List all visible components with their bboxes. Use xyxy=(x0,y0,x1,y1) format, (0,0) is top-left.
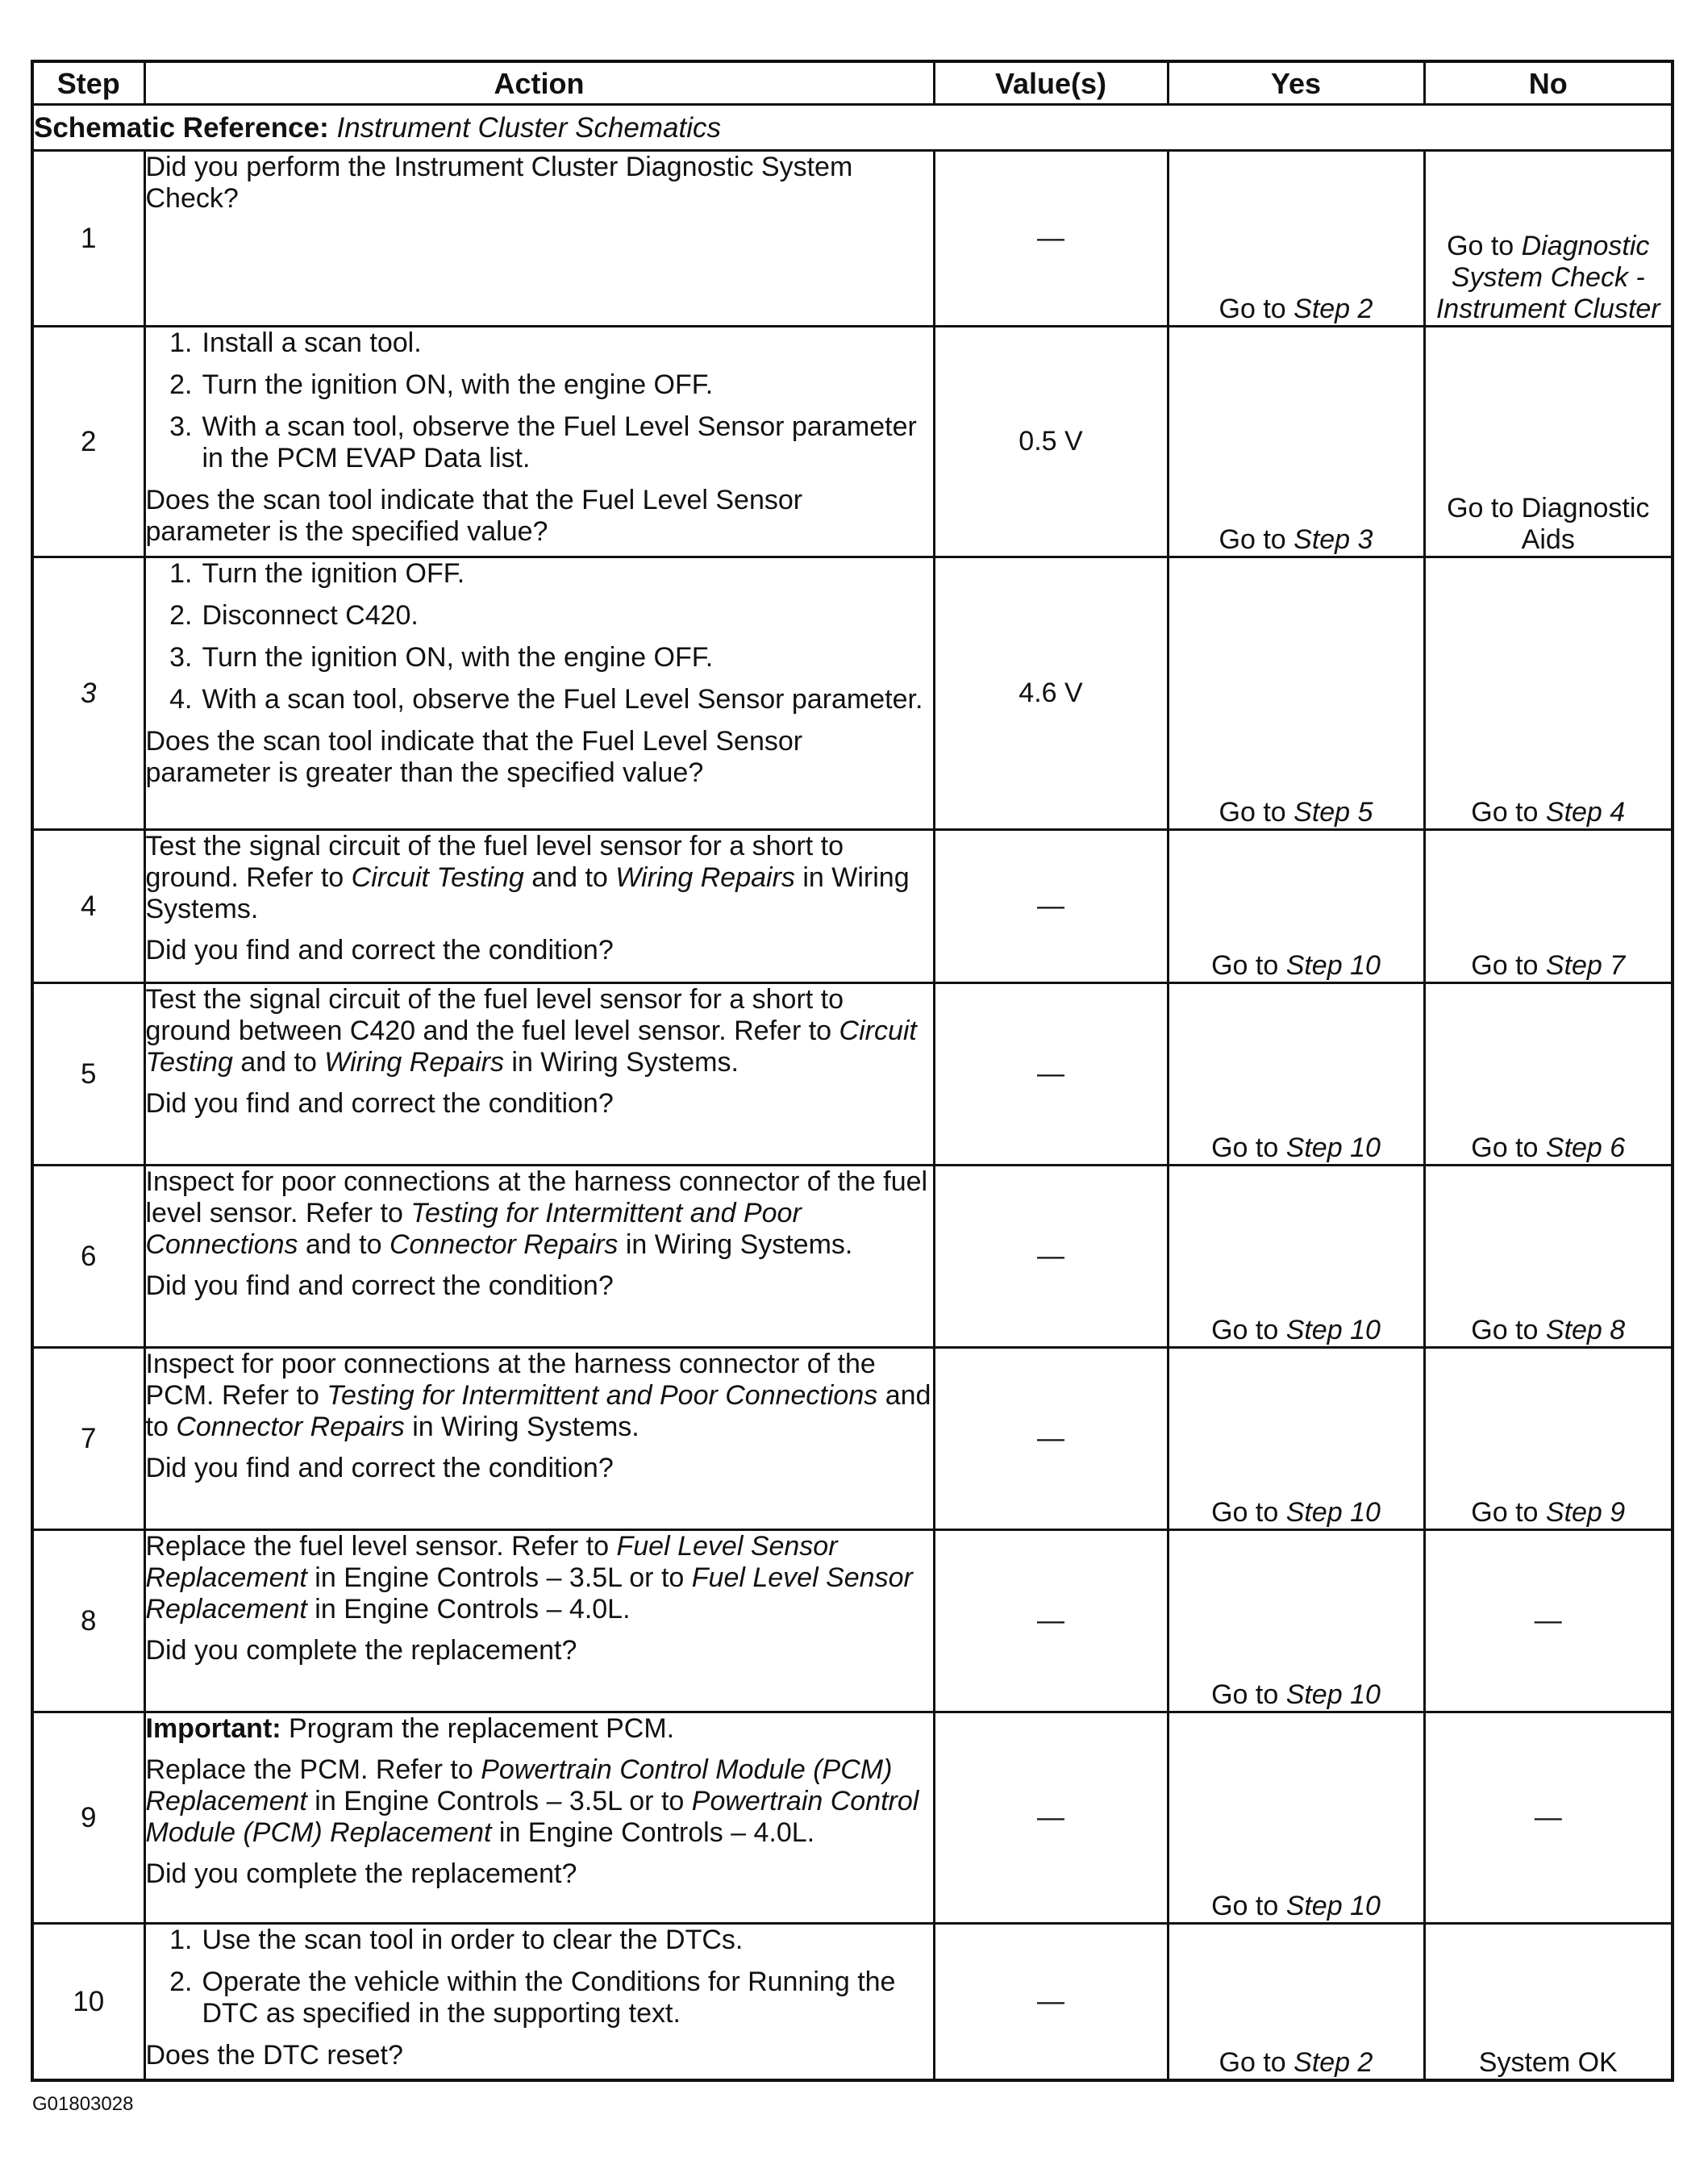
reference-link: Wiring Repairs xyxy=(324,1047,504,1078)
list-item: 1. Install a scan tool. xyxy=(169,327,422,358)
yes-step-ref: Step 5 xyxy=(1293,797,1373,828)
action-question: Did you complete the replacement? xyxy=(145,1635,577,1666)
yes-cell xyxy=(1168,1530,1424,1712)
list-item: 3. With a scan tool, observe the Fuel Level Sensor parameter in the PCM EVAP Data list. xyxy=(169,411,917,473)
action-cell xyxy=(144,151,934,327)
no-step-ref: Diagnostic System Check - Instrument Cluster xyxy=(1435,231,1660,324)
value-cell: — xyxy=(934,1712,1168,1924)
action-text: Test the signal circuit of the fuel level sensor for a short to ground between C420 and the fuel level sensor. Refer to Circuit Testing and to Wiring Repairs in Wiring Systems. xyxy=(145,984,917,1078)
reference-link: Testing for Intermittent and Poor Connections xyxy=(327,1380,878,1411)
reference-link: Powertrain Control Module (PCM) Replacement xyxy=(145,1754,893,1816)
action-question: Did you find and correct the condition? xyxy=(145,935,614,966)
no-prefix: Go to xyxy=(1471,797,1546,828)
value-cell: — xyxy=(934,830,1168,983)
step-number: 9 xyxy=(32,1712,144,1924)
no-cell xyxy=(1424,983,1673,1166)
reference-link: Connector Repairs xyxy=(176,1412,405,1442)
header-action: Action xyxy=(144,61,934,105)
reference-link: Circuit Testing xyxy=(145,1016,917,1078)
list-item: 1. Use the scan tool in order to clear the DTCs. xyxy=(169,1925,744,1955)
action-question: Did you complete the replacement? xyxy=(145,1858,577,1889)
value-cell: 4.6 V xyxy=(934,557,1168,830)
yes-step-ref: Step 2 xyxy=(1293,294,1373,324)
value-cell: 0.5 V xyxy=(934,327,1168,557)
important-note: Important: Program the replacement PCM. xyxy=(145,1713,675,1744)
value-cell: — xyxy=(934,1530,1168,1712)
reference-link: Connector Repairs xyxy=(389,1229,619,1260)
no-cell: — xyxy=(1424,1530,1673,1712)
table-row xyxy=(32,1530,1673,1712)
reference-link: Powertrain Control Module (PCM) Replacement xyxy=(145,1786,919,1848)
action-text: Inspect for poor connections at the harness connector of the fuel level sensor. Refer to Testing for Intermittent and Poor Connections and to Connector Repairs in Wiring Systems. xyxy=(145,1166,928,1260)
table-row xyxy=(32,1348,1673,1530)
yes-step-ref: Step 10 xyxy=(1285,1497,1381,1528)
yes-step-ref: Step 10 xyxy=(1285,1891,1381,1921)
reference-link: Fuel Level Sensor Replacement xyxy=(145,1562,913,1625)
action-question: Did you find and correct the condition? xyxy=(145,1088,614,1119)
value-cell: — xyxy=(934,1348,1168,1530)
reference-link: Fuel Level Sensor Replacement xyxy=(145,1531,838,1593)
table-row xyxy=(32,327,1673,557)
action-question: Did you find and correct the condition? xyxy=(145,1270,614,1301)
header-values: Value(s) xyxy=(934,61,1168,105)
yes-cell xyxy=(1168,327,1424,557)
yes-step-ref: Step 10 xyxy=(1285,950,1381,981)
schematic-reference-row xyxy=(32,105,1673,151)
no-step-ref: Step 6 xyxy=(1545,1132,1626,1163)
yes-cell xyxy=(1168,830,1424,983)
table-row xyxy=(32,1924,1673,2080)
action-steps xyxy=(146,558,933,715)
no-cell: System OK xyxy=(1424,1924,1673,2080)
action-text: Replace the PCM. Refer to Powertrain Control Module (PCM) Replacement in Engine Controls – 3.5L or to Powertrain Control Module (PCM) Replacement in Engine Controls – 4.0L. xyxy=(145,1754,919,1848)
action-cell xyxy=(144,830,934,983)
no-cell xyxy=(1424,1166,1673,1348)
schematic-reference-link: Instrument Cluster Schematics xyxy=(336,111,722,144)
yes-step-ref: Step 10 xyxy=(1285,1679,1381,1710)
action-steps xyxy=(146,1925,933,2029)
reference-link: Testing for Intermittent and Poor Connections xyxy=(145,1198,802,1260)
yes-prefix: Go to xyxy=(1211,1315,1286,1345)
yes-prefix: Go to xyxy=(1219,524,1294,555)
no-step-ref: Step 7 xyxy=(1545,950,1626,981)
step-number: 2 xyxy=(32,327,144,557)
yes-prefix: Go to xyxy=(1211,1679,1286,1710)
no-prefix: Go to xyxy=(1447,231,1522,261)
yes-prefix: Go to xyxy=(1211,1132,1286,1163)
yes-cell xyxy=(1168,983,1424,1166)
yes-prefix: Go to xyxy=(1219,2046,1294,2078)
yes-step-ref: Step 10 xyxy=(1285,1315,1381,1345)
table-row xyxy=(32,151,1673,327)
no-cell xyxy=(1424,151,1673,327)
yes-prefix: Go to xyxy=(1219,294,1294,324)
yes-cell xyxy=(1168,1348,1424,1530)
step-number: 1 xyxy=(32,151,144,327)
action-text: Inspect for poor connections at the harness connector of the PCM. Refer to Testing for Intermittent and Poor Connections and to Connector Repairs in Wiring Systems. xyxy=(145,1349,931,1442)
value-cell: — xyxy=(934,983,1168,1166)
list-item: 1. Turn the ignition OFF. xyxy=(169,558,465,589)
action-cell xyxy=(144,1924,934,2080)
yes-step-ref: Step 10 xyxy=(1285,1132,1381,1163)
no-prefix: Go to xyxy=(1471,950,1546,981)
reference-link: Wiring Repairs xyxy=(615,862,795,893)
diagnostic-table xyxy=(31,60,1674,2082)
step-number: 6 xyxy=(32,1166,144,1348)
no-prefix: Go to xyxy=(1471,1315,1546,1345)
header-step: Step xyxy=(32,61,144,105)
yes-step-ref: Step 2 xyxy=(1293,2046,1373,2078)
action-cell xyxy=(144,327,934,557)
value-cell: — xyxy=(934,1166,1168,1348)
action-cell xyxy=(144,557,934,830)
value-cell: — xyxy=(934,151,1168,327)
header-row xyxy=(32,61,1673,105)
step-number: 3 xyxy=(32,557,144,830)
list-item: 4. With a scan tool, observe the Fuel Level Sensor parameter. xyxy=(169,684,923,715)
table-row xyxy=(32,830,1673,983)
list-item: 3. Turn the ignition ON, with the engine OFF. xyxy=(169,642,714,673)
figure-id: G01803028 xyxy=(32,2093,134,2115)
yes-cell xyxy=(1168,151,1424,327)
action-text: Test the signal circuit of the fuel level sensor for a short to ground. Refer to Circuit Testing and to Wiring Repairs in Wiring Systems. xyxy=(145,831,910,924)
action-cell xyxy=(144,983,934,1166)
yes-prefix: Go to xyxy=(1211,1891,1286,1921)
step-number: 8 xyxy=(32,1530,144,1712)
reference-link: Circuit Testing xyxy=(351,862,524,893)
no-cell xyxy=(1424,830,1673,983)
schematic-reference-label: Schematic Reference: xyxy=(34,111,329,144)
action-question: Does the DTC reset? xyxy=(145,2040,403,2071)
no-cell xyxy=(1424,1348,1673,1530)
yes-cell xyxy=(1168,1712,1424,1924)
no-cell: Go to Diagnostic Aids xyxy=(1424,327,1673,557)
header-yes: Yes xyxy=(1168,61,1424,105)
yes-step-ref: Step 3 xyxy=(1293,524,1373,555)
yes-prefix: Go to xyxy=(1219,797,1294,828)
list-item: 2. Operate the vehicle within the Conditions for Running the DTC as specified in the supporting text. xyxy=(169,1967,896,2029)
table-row xyxy=(32,1712,1673,1924)
no-step-ref: Step 8 xyxy=(1545,1315,1626,1345)
no-step-ref: Step 9 xyxy=(1545,1497,1626,1528)
action-question: Does the scan tool indicate that the Fuel Level Sensor parameter is greater than the specified value? xyxy=(145,726,803,788)
yes-prefix: Go to xyxy=(1211,950,1286,981)
action-cell xyxy=(144,1712,934,1924)
value-cell: — xyxy=(934,1924,1168,2080)
action-text: Did you perform the Instrument Cluster Diagnostic System Check? xyxy=(145,152,853,214)
no-prefix: Go to xyxy=(1471,1497,1546,1528)
important-label: Important: xyxy=(145,1713,281,1744)
yes-cell xyxy=(1168,557,1424,830)
yes-prefix: Go to xyxy=(1211,1497,1286,1528)
action-cell xyxy=(144,1348,934,1530)
list-item: 2. Turn the ignition ON, with the engine OFF. xyxy=(169,369,714,400)
table-row xyxy=(32,1166,1673,1348)
action-cell xyxy=(144,1166,934,1348)
step-number: 10 xyxy=(32,1924,144,2080)
action-steps xyxy=(146,327,933,474)
header-no: No xyxy=(1424,61,1673,105)
yes-cell xyxy=(1168,1924,1424,2080)
action-question: Did you find and correct the condition? xyxy=(145,1453,614,1483)
yes-cell xyxy=(1168,1166,1424,1348)
table-row xyxy=(32,983,1673,1166)
no-cell: — xyxy=(1424,1712,1673,1924)
no-cell xyxy=(1424,557,1673,830)
action-cell xyxy=(144,1530,934,1712)
step-number: 7 xyxy=(32,1348,144,1530)
action-text: Replace the fuel level sensor. Refer to Fuel Level Sensor Replacement in Engine Controls – 3.5L or to Fuel Level Sensor Replacement in Engine Controls – 4.0L. xyxy=(145,1531,913,1625)
step-number: 5 xyxy=(32,983,144,1166)
action-question: Does the scan tool indicate that the Fuel Level Sensor parameter is the specified value? xyxy=(145,485,803,547)
table-row xyxy=(32,557,1673,830)
list-item: 2. Disconnect C420. xyxy=(169,600,419,631)
no-step-ref: Step 4 xyxy=(1545,797,1626,828)
no-prefix: Go to xyxy=(1471,1132,1546,1163)
step-number: 4 xyxy=(32,830,144,983)
